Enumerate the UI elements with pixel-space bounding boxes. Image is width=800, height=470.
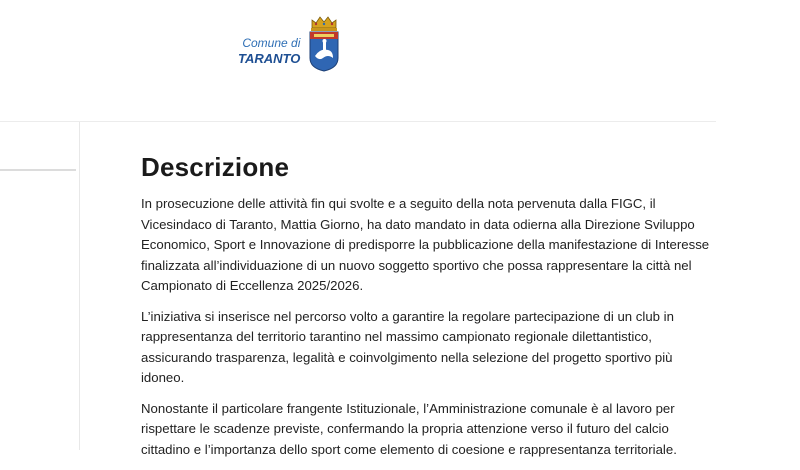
sidebar-separator: [0, 169, 76, 171]
paragraph-1: In prosecuzione delle attività fin qui svolte e a seguito della nota pervenuta dalla FIGC, il Vicesindaco di Taranto, Mattia Giorno, ha dato mandato in data odierna alla Direzione Sviluppo Economico, Sport e Innovazione di predisporre la pubblicazione della manifestazione di Interesse finalizzata all’individuazione di un nuovo soggetto sportivo che possa rappresentare la città nel Campionato di Eccellenza 2025/2026.: [141, 196, 710, 293]
section-title: Descrizione: [141, 152, 290, 182]
main-content: [141, 152, 711, 470]
crest-icon: [306, 14, 342, 72]
header-divider: [0, 121, 716, 122]
paragraph-3: Nonostante il particolare frangente Istituzionale, l’Amministrazione comunale è al lavoro per rispettare le scadenze previste, confermando la propria attenzione verso il futuro del calcio cittadino e l’importanza dello sport come elemento di coesione e rappresentanza territoriale.: [141, 400, 677, 457]
comune-logo[interactable]: [238, 14, 342, 72]
logo-text: [238, 36, 300, 66]
paragraph-2: L’iniziativa si inserisce nel percorso volto a garantire la regolare partecipazione di un club in rappresentanza del territorio tarantino nel massimo campionato regionale dilettantistico, assicurando trasparenza, legalità e coinvolgimento nella selezione del progetto sportivo più idoneo.: [141, 308, 674, 385]
site-header: [0, 0, 800, 120]
sidebar-border: [79, 122, 80, 450]
logo-line1: Comune di: [242, 36, 301, 50]
logo-line2: TARANTO: [238, 51, 301, 66]
